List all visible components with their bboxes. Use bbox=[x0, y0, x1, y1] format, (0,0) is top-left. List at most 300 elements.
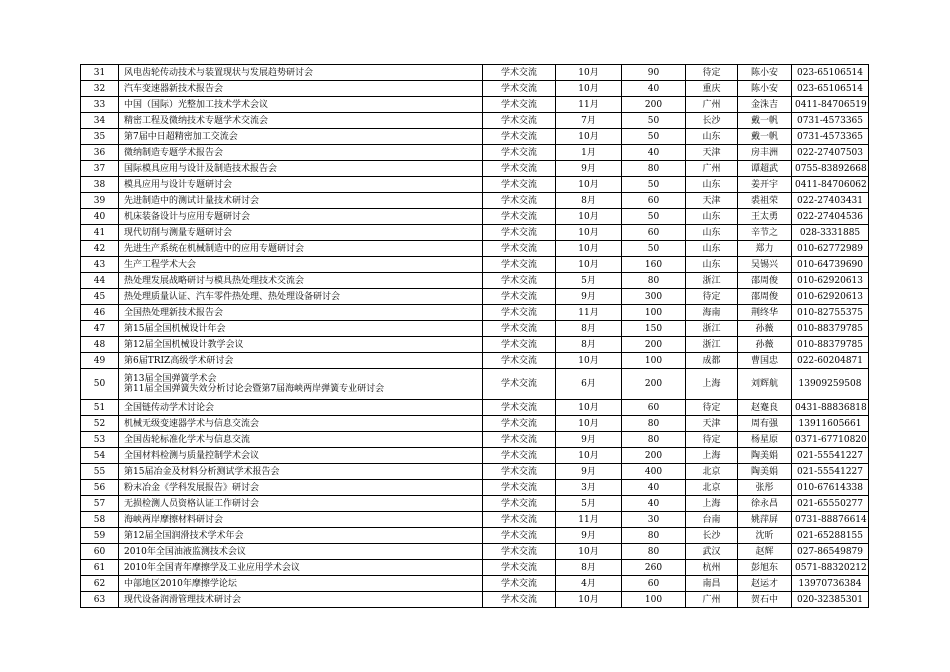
attendee-count-cell: 160 bbox=[622, 257, 686, 273]
table-row bbox=[81, 544, 869, 560]
event-location-cell: 天津 bbox=[686, 193, 738, 209]
event-month-cell: 9月 bbox=[556, 432, 622, 448]
event-name-line: 中部地区2010年摩擦学论坛 bbox=[124, 578, 237, 589]
row-number-cell: 63 bbox=[81, 592, 119, 608]
event-name-cell bbox=[119, 353, 483, 369]
attendee-count-cell: 200 bbox=[622, 448, 686, 464]
event-type-cell: 学术交流 bbox=[483, 97, 556, 113]
contact-person-cell: 陈小安 bbox=[738, 81, 792, 97]
row-number-cell: 62 bbox=[81, 576, 119, 592]
contact-person-cell: 王太勇 bbox=[738, 209, 792, 225]
event-type-cell: 学术交流 bbox=[483, 305, 556, 321]
event-type-cell: 学术交流 bbox=[483, 81, 556, 97]
event-month-cell: 3月 bbox=[556, 480, 622, 496]
event-month-cell: 8月 bbox=[556, 321, 622, 337]
event-name-line: 热处理发展战略研讨与模具热处理技术交流会 bbox=[124, 275, 305, 286]
event-name-line: 第11届全国弹簧失效分析讨论会暨第7届海峡两岸弹簧专业研讨会 bbox=[124, 384, 385, 394]
contact-person-cell: 周有强 bbox=[738, 416, 792, 432]
contact-person-cell: 房丰洲 bbox=[738, 145, 792, 161]
event-month-cell: 10月 bbox=[556, 177, 622, 193]
event-location-cell: 南昌 bbox=[686, 576, 738, 592]
attendee-count-cell: 100 bbox=[622, 592, 686, 608]
event-location-cell: 待定 bbox=[686, 65, 738, 81]
event-month-cell: 10月 bbox=[556, 65, 622, 81]
event-name-cell bbox=[119, 321, 483, 337]
contact-phone-cell: 010-62920613 bbox=[792, 273, 869, 289]
attendee-count-cell: 80 bbox=[622, 161, 686, 177]
event-location-cell: 山东 bbox=[686, 209, 738, 225]
event-name-line: 机械无级变速器学术与信息交流会 bbox=[124, 418, 260, 429]
event-name-line: 先进制造中的测试计量技术研讨会 bbox=[124, 195, 260, 206]
attendee-count-cell: 80 bbox=[622, 544, 686, 560]
contact-phone-cell: 0571-88320212 bbox=[792, 560, 869, 576]
contact-person-cell: 孙薇 bbox=[738, 337, 792, 353]
event-month-cell: 8月 bbox=[556, 193, 622, 209]
event-month-cell: 10月 bbox=[556, 241, 622, 257]
conference-schedule-sheet bbox=[80, 64, 868, 608]
contact-phone-cell: 13911605661 bbox=[792, 416, 869, 432]
event-location-cell: 长沙 bbox=[686, 113, 738, 129]
event-location-cell: 台南 bbox=[686, 512, 738, 528]
event-type-cell: 学术交流 bbox=[483, 560, 556, 576]
contact-phone-cell: 0755-83892668 bbox=[792, 161, 869, 177]
table-row bbox=[81, 416, 869, 432]
event-name-line: 国际模具应用与设计及制造技术报告会 bbox=[124, 163, 278, 174]
contact-person-cell: 郑力 bbox=[738, 241, 792, 257]
contact-person-cell: 姜开宇 bbox=[738, 177, 792, 193]
event-type-cell: 学术交流 bbox=[483, 544, 556, 560]
contact-phone-cell: 010-67614338 bbox=[792, 480, 869, 496]
event-type-cell: 学术交流 bbox=[483, 161, 556, 177]
row-number-cell: 31 bbox=[81, 65, 119, 81]
event-name-line: 粉末冶金《学科发展报告》研讨会 bbox=[124, 482, 260, 493]
contact-person-cell: 邵周俊 bbox=[738, 273, 792, 289]
row-number-cell: 34 bbox=[81, 113, 119, 129]
table-row bbox=[81, 592, 869, 608]
event-name-cell bbox=[119, 432, 483, 448]
event-location-cell: 浙江 bbox=[686, 273, 738, 289]
table-row bbox=[81, 129, 869, 145]
event-location-cell: 广州 bbox=[686, 97, 738, 113]
event-month-cell: 10月 bbox=[556, 353, 622, 369]
event-month-cell: 5月 bbox=[556, 496, 622, 512]
event-name-line: 第7届中日超精密加工交流会 bbox=[124, 131, 238, 142]
contact-person-cell: 徐永昌 bbox=[738, 496, 792, 512]
event-location-cell: 重庆 bbox=[686, 81, 738, 97]
contact-phone-cell: 0371-67710820 bbox=[792, 432, 869, 448]
table-row bbox=[81, 369, 869, 400]
event-month-cell: 9月 bbox=[556, 528, 622, 544]
table-row bbox=[81, 432, 869, 448]
event-name-cell bbox=[119, 448, 483, 464]
contact-person-cell: 赵蹇良 bbox=[738, 400, 792, 416]
contact-phone-cell: 021-65550277 bbox=[792, 496, 869, 512]
event-name-line: 全国热处理新技术报告会 bbox=[124, 307, 224, 318]
row-number-cell: 51 bbox=[81, 400, 119, 416]
row-number-cell: 60 bbox=[81, 544, 119, 560]
contact-person-cell: 杨星原 bbox=[738, 432, 792, 448]
event-month-cell: 6月 bbox=[556, 369, 622, 400]
attendee-count-cell: 300 bbox=[622, 289, 686, 305]
contact-phone-cell: 0411-84706062 bbox=[792, 177, 869, 193]
table-row bbox=[81, 225, 869, 241]
event-type-cell: 学术交流 bbox=[483, 257, 556, 273]
event-name-line: 第15届冶金及材料分析测试学术报告会 bbox=[124, 466, 280, 477]
event-type-cell: 学术交流 bbox=[483, 432, 556, 448]
event-name-cell bbox=[119, 273, 483, 289]
event-name-cell bbox=[119, 161, 483, 177]
attendee-count-cell: 30 bbox=[622, 512, 686, 528]
event-location-cell: 浙江 bbox=[686, 337, 738, 353]
contact-person-cell: 陈小安 bbox=[738, 65, 792, 81]
contact-person-cell: 赵运才 bbox=[738, 576, 792, 592]
event-name-line: 模具应用与设计专题研讨会 bbox=[124, 179, 233, 190]
attendee-count-cell: 200 bbox=[622, 337, 686, 353]
table-row bbox=[81, 576, 869, 592]
attendee-count-cell: 200 bbox=[622, 369, 686, 400]
row-number-cell: 53 bbox=[81, 432, 119, 448]
table-row bbox=[81, 305, 869, 321]
table-row bbox=[81, 560, 869, 576]
attendee-count-cell: 260 bbox=[622, 560, 686, 576]
event-month-cell: 8月 bbox=[556, 560, 622, 576]
contact-person-cell: 吴锡兴 bbox=[738, 257, 792, 273]
row-number-cell: 55 bbox=[81, 464, 119, 480]
event-name-line: 无损检测人员资格认证工作研讨会 bbox=[124, 498, 260, 509]
event-month-cell: 10月 bbox=[556, 400, 622, 416]
event-location-cell: 天津 bbox=[686, 145, 738, 161]
event-month-cell: 10月 bbox=[556, 544, 622, 560]
event-month-cell: 10月 bbox=[556, 448, 622, 464]
attendee-count-cell: 80 bbox=[622, 528, 686, 544]
contact-phone-cell: 022-27407503 bbox=[792, 145, 869, 161]
event-type-cell: 学术交流 bbox=[483, 400, 556, 416]
contact-person-cell: 张彤 bbox=[738, 480, 792, 496]
event-name-line: 机床装备设计与应用专题研讨会 bbox=[124, 211, 251, 222]
event-name-line: 全国材料检测与质量控制学术会议 bbox=[124, 450, 260, 461]
event-location-cell: 上海 bbox=[686, 369, 738, 400]
event-month-cell: 9月 bbox=[556, 289, 622, 305]
event-name-cell bbox=[119, 528, 483, 544]
contact-phone-cell: 010-88379785 bbox=[792, 321, 869, 337]
event-location-cell: 海南 bbox=[686, 305, 738, 321]
table-row bbox=[81, 209, 869, 225]
table-row bbox=[81, 145, 869, 161]
contact-person-cell: 孙薇 bbox=[738, 321, 792, 337]
attendee-count-cell: 60 bbox=[622, 225, 686, 241]
contact-phone-cell: 13909259508 bbox=[792, 369, 869, 400]
row-number-cell: 48 bbox=[81, 337, 119, 353]
event-name-cell bbox=[119, 592, 483, 608]
contact-person-cell: 邵周俊 bbox=[738, 289, 792, 305]
event-type-cell: 学术交流 bbox=[483, 273, 556, 289]
attendee-count-cell: 90 bbox=[622, 65, 686, 81]
event-location-cell: 成都 bbox=[686, 353, 738, 369]
event-month-cell: 11月 bbox=[556, 97, 622, 113]
event-name-cell bbox=[119, 225, 483, 241]
table-row bbox=[81, 496, 869, 512]
event-location-cell: 山东 bbox=[686, 129, 738, 145]
row-number-cell: 56 bbox=[81, 480, 119, 496]
table-row bbox=[81, 161, 869, 177]
event-type-cell: 学术交流 bbox=[483, 464, 556, 480]
attendee-count-cell: 50 bbox=[622, 241, 686, 257]
event-month-cell: 10月 bbox=[556, 81, 622, 97]
event-month-cell: 10月 bbox=[556, 225, 622, 241]
attendee-count-cell: 50 bbox=[622, 209, 686, 225]
contact-phone-cell: 13970736384 bbox=[792, 576, 869, 592]
event-type-cell: 学术交流 bbox=[483, 369, 556, 400]
event-name-cell bbox=[119, 305, 483, 321]
table-row bbox=[81, 480, 869, 496]
event-month-cell: 1月 bbox=[556, 145, 622, 161]
attendee-count-cell: 80 bbox=[622, 273, 686, 289]
event-name-line: 第13届全国弹簧学术会 bbox=[124, 374, 217, 384]
event-type-cell: 学术交流 bbox=[483, 145, 556, 161]
event-type-cell: 学术交流 bbox=[483, 241, 556, 257]
event-type-cell: 学术交流 bbox=[483, 337, 556, 353]
attendee-count-cell: 40 bbox=[622, 496, 686, 512]
event-location-cell: 山东 bbox=[686, 257, 738, 273]
contact-phone-cell: 010-62920613 bbox=[792, 289, 869, 305]
table-row bbox=[81, 81, 869, 97]
event-name-cell bbox=[119, 257, 483, 273]
row-number-cell: 35 bbox=[81, 129, 119, 145]
attendee-count-cell: 40 bbox=[622, 81, 686, 97]
event-name-cell bbox=[119, 576, 483, 592]
event-name-line: 微纳制造专题学术报告会 bbox=[124, 147, 224, 158]
table-row bbox=[81, 337, 869, 353]
event-name-cell bbox=[119, 81, 483, 97]
event-name-line: 生产工程学术大会 bbox=[124, 259, 197, 270]
contact-phone-cell: 0731-4573365 bbox=[792, 129, 869, 145]
contact-person-cell: 戴一帆 bbox=[738, 113, 792, 129]
event-name-cell bbox=[119, 544, 483, 560]
event-location-cell: 待定 bbox=[686, 400, 738, 416]
table-row bbox=[81, 113, 869, 129]
row-number-cell: 54 bbox=[81, 448, 119, 464]
event-name-cell bbox=[119, 496, 483, 512]
table-row bbox=[81, 321, 869, 337]
table-row bbox=[81, 193, 869, 209]
attendee-count-cell: 150 bbox=[622, 321, 686, 337]
event-name-cell bbox=[119, 289, 483, 305]
row-number-cell: 49 bbox=[81, 353, 119, 369]
attendee-count-cell: 60 bbox=[622, 193, 686, 209]
table-row bbox=[81, 528, 869, 544]
contact-person-cell: 荆终华 bbox=[738, 305, 792, 321]
event-location-cell: 天津 bbox=[686, 416, 738, 432]
event-type-cell: 学术交流 bbox=[483, 177, 556, 193]
event-location-cell: 上海 bbox=[686, 448, 738, 464]
event-name-cell bbox=[119, 177, 483, 193]
contact-person-cell: 金洙吉 bbox=[738, 97, 792, 113]
attendee-count-cell: 40 bbox=[622, 480, 686, 496]
event-type-cell: 学术交流 bbox=[483, 480, 556, 496]
event-name-line: 第12届全国润滑技术学术年会 bbox=[124, 530, 244, 541]
contact-person-cell: 戴一帆 bbox=[738, 129, 792, 145]
event-name-line: 现代设备润滑管理技术研讨会 bbox=[124, 594, 242, 605]
event-name-line: 全国齿轮标准化学术与信息交流 bbox=[124, 434, 251, 445]
table-row bbox=[81, 289, 869, 305]
table-row bbox=[81, 512, 869, 528]
event-name-line: 热处理质量认证、汽车零件热处理、热处理设备研讨会 bbox=[124, 291, 341, 302]
event-type-cell: 学术交流 bbox=[483, 129, 556, 145]
event-location-cell: 山东 bbox=[686, 241, 738, 257]
event-type-cell: 学术交流 bbox=[483, 528, 556, 544]
event-name-line: 中国（国际）光整加工技术学术会议 bbox=[124, 99, 269, 110]
event-name-line: 全国链传动学术讨论会 bbox=[124, 402, 215, 413]
attendee-count-cell: 60 bbox=[622, 576, 686, 592]
contact-phone-cell: 0411-84706519 bbox=[792, 97, 869, 113]
event-type-cell: 学术交流 bbox=[483, 448, 556, 464]
contact-phone-cell: 028-3331885 bbox=[792, 225, 869, 241]
event-location-cell: 广州 bbox=[686, 161, 738, 177]
row-number-cell: 50 bbox=[81, 369, 119, 400]
table-row bbox=[81, 448, 869, 464]
contact-person-cell: 彭旭东 bbox=[738, 560, 792, 576]
table-row bbox=[81, 273, 869, 289]
event-name-line: 2010年全国油液监测技术会议 bbox=[124, 546, 246, 557]
row-number-cell: 38 bbox=[81, 177, 119, 193]
conference-table bbox=[80, 64, 869, 608]
event-type-cell: 学术交流 bbox=[483, 592, 556, 608]
attendee-count-cell: 40 bbox=[622, 145, 686, 161]
attendee-count-cell: 80 bbox=[622, 416, 686, 432]
row-number-cell: 37 bbox=[81, 161, 119, 177]
contact-person-cell: 贺石中 bbox=[738, 592, 792, 608]
event-name-cell bbox=[119, 464, 483, 480]
event-type-cell: 学术交流 bbox=[483, 496, 556, 512]
row-number-cell: 42 bbox=[81, 241, 119, 257]
event-name-cell bbox=[119, 241, 483, 257]
contact-phone-cell: 022-27403431 bbox=[792, 193, 869, 209]
event-name-cell bbox=[119, 512, 483, 528]
row-number-cell: 32 bbox=[81, 81, 119, 97]
contact-person-cell: 刘辉航 bbox=[738, 369, 792, 400]
row-number-cell: 43 bbox=[81, 257, 119, 273]
row-number-cell: 40 bbox=[81, 209, 119, 225]
event-location-cell: 待定 bbox=[686, 432, 738, 448]
contact-phone-cell: 022-60204871 bbox=[792, 353, 869, 369]
contact-phone-cell: 023-65106514 bbox=[792, 81, 869, 97]
event-month-cell: 5月 bbox=[556, 273, 622, 289]
contact-person-cell: 赵辉 bbox=[738, 544, 792, 560]
event-location-cell: 上海 bbox=[686, 496, 738, 512]
contact-phone-cell: 0731-4573365 bbox=[792, 113, 869, 129]
contact-person-cell: 陶美娟 bbox=[738, 448, 792, 464]
event-name-cell bbox=[119, 129, 483, 145]
row-number-cell: 47 bbox=[81, 321, 119, 337]
contact-phone-cell: 0731-88876614 bbox=[792, 512, 869, 528]
event-location-cell: 长沙 bbox=[686, 528, 738, 544]
event-type-cell: 学术交流 bbox=[483, 576, 556, 592]
attendee-count-cell: 100 bbox=[622, 305, 686, 321]
table-row bbox=[81, 400, 869, 416]
event-name-cell bbox=[119, 560, 483, 576]
event-name-line: 现代切削与测量专题研讨会 bbox=[124, 227, 233, 238]
event-name-line: 先进生产系统在机械制造中的应用专题研讨会 bbox=[124, 243, 305, 254]
event-location-cell: 山东 bbox=[686, 225, 738, 241]
contact-phone-cell: 010-62772989 bbox=[792, 241, 869, 257]
attendee-count-cell: 80 bbox=[622, 432, 686, 448]
event-name-cell bbox=[119, 193, 483, 209]
table-row bbox=[81, 353, 869, 369]
event-type-cell: 学术交流 bbox=[483, 321, 556, 337]
table-row bbox=[81, 464, 869, 480]
contact-phone-cell: 027-86549879 bbox=[792, 544, 869, 560]
row-number-cell: 45 bbox=[81, 289, 119, 305]
event-month-cell: 7月 bbox=[556, 113, 622, 129]
event-type-cell: 学术交流 bbox=[483, 353, 556, 369]
event-location-cell: 杭州 bbox=[686, 560, 738, 576]
table-row bbox=[81, 97, 869, 113]
event-location-cell: 广州 bbox=[686, 592, 738, 608]
contact-phone-cell: 023-65106514 bbox=[792, 65, 869, 81]
row-number-cell: 44 bbox=[81, 273, 119, 289]
contact-phone-cell: 021-55541227 bbox=[792, 464, 869, 480]
event-type-cell: 学术交流 bbox=[483, 193, 556, 209]
event-month-cell: 4月 bbox=[556, 576, 622, 592]
event-name-cell bbox=[119, 337, 483, 353]
event-name-cell bbox=[119, 65, 483, 81]
attendee-count-cell: 200 bbox=[622, 97, 686, 113]
table-row bbox=[81, 65, 869, 81]
event-month-cell: 8月 bbox=[556, 337, 622, 353]
row-number-cell: 33 bbox=[81, 97, 119, 113]
event-type-cell: 学术交流 bbox=[483, 113, 556, 129]
event-name-cell bbox=[119, 209, 483, 225]
event-type-cell: 学术交流 bbox=[483, 512, 556, 528]
event-name-line: 第12届全国机械设计教学会议 bbox=[124, 339, 244, 350]
attendee-count-cell: 400 bbox=[622, 464, 686, 480]
contact-phone-cell: 010-82755375 bbox=[792, 305, 869, 321]
contact-person-cell: 曹国忠 bbox=[738, 353, 792, 369]
event-type-cell: 学术交流 bbox=[483, 225, 556, 241]
contact-person-cell: 姚萍屏 bbox=[738, 512, 792, 528]
attendee-count-cell: 100 bbox=[622, 353, 686, 369]
row-number-cell: 39 bbox=[81, 193, 119, 209]
event-month-cell: 10月 bbox=[556, 129, 622, 145]
contact-person-cell: 谭超武 bbox=[738, 161, 792, 177]
contact-person-cell: 沈昕 bbox=[738, 528, 792, 544]
event-name-line: 汽车变速器新技术报告会 bbox=[124, 83, 224, 94]
contact-phone-cell: 010-64739690 bbox=[792, 257, 869, 273]
row-number-cell: 61 bbox=[81, 560, 119, 576]
contact-phone-cell: 0431-88836818 bbox=[792, 400, 869, 416]
row-number-cell: 36 bbox=[81, 145, 119, 161]
row-number-cell: 41 bbox=[81, 225, 119, 241]
contact-phone-cell: 010-88379785 bbox=[792, 337, 869, 353]
event-name-line: 2010年全国青年摩擦学及工业应用学术会议 bbox=[124, 562, 300, 573]
event-month-cell: 10月 bbox=[556, 416, 622, 432]
event-name-cell bbox=[119, 369, 483, 400]
row-number-cell: 46 bbox=[81, 305, 119, 321]
event-name-cell bbox=[119, 113, 483, 129]
attendee-count-cell: 50 bbox=[622, 129, 686, 145]
contact-person-cell: 裘祖荣 bbox=[738, 193, 792, 209]
event-month-cell: 10月 bbox=[556, 209, 622, 225]
attendee-count-cell: 50 bbox=[622, 113, 686, 129]
event-name-cell bbox=[119, 145, 483, 161]
event-name-cell bbox=[119, 400, 483, 416]
event-month-cell: 11月 bbox=[556, 512, 622, 528]
event-name-line: 风电齿轮传动技术与装置现状与发展趋势研讨会 bbox=[124, 67, 314, 78]
contact-person-cell: 辛节之 bbox=[738, 225, 792, 241]
table-row bbox=[81, 257, 869, 273]
contact-phone-cell: 020-32385301 bbox=[792, 592, 869, 608]
event-month-cell: 11月 bbox=[556, 305, 622, 321]
